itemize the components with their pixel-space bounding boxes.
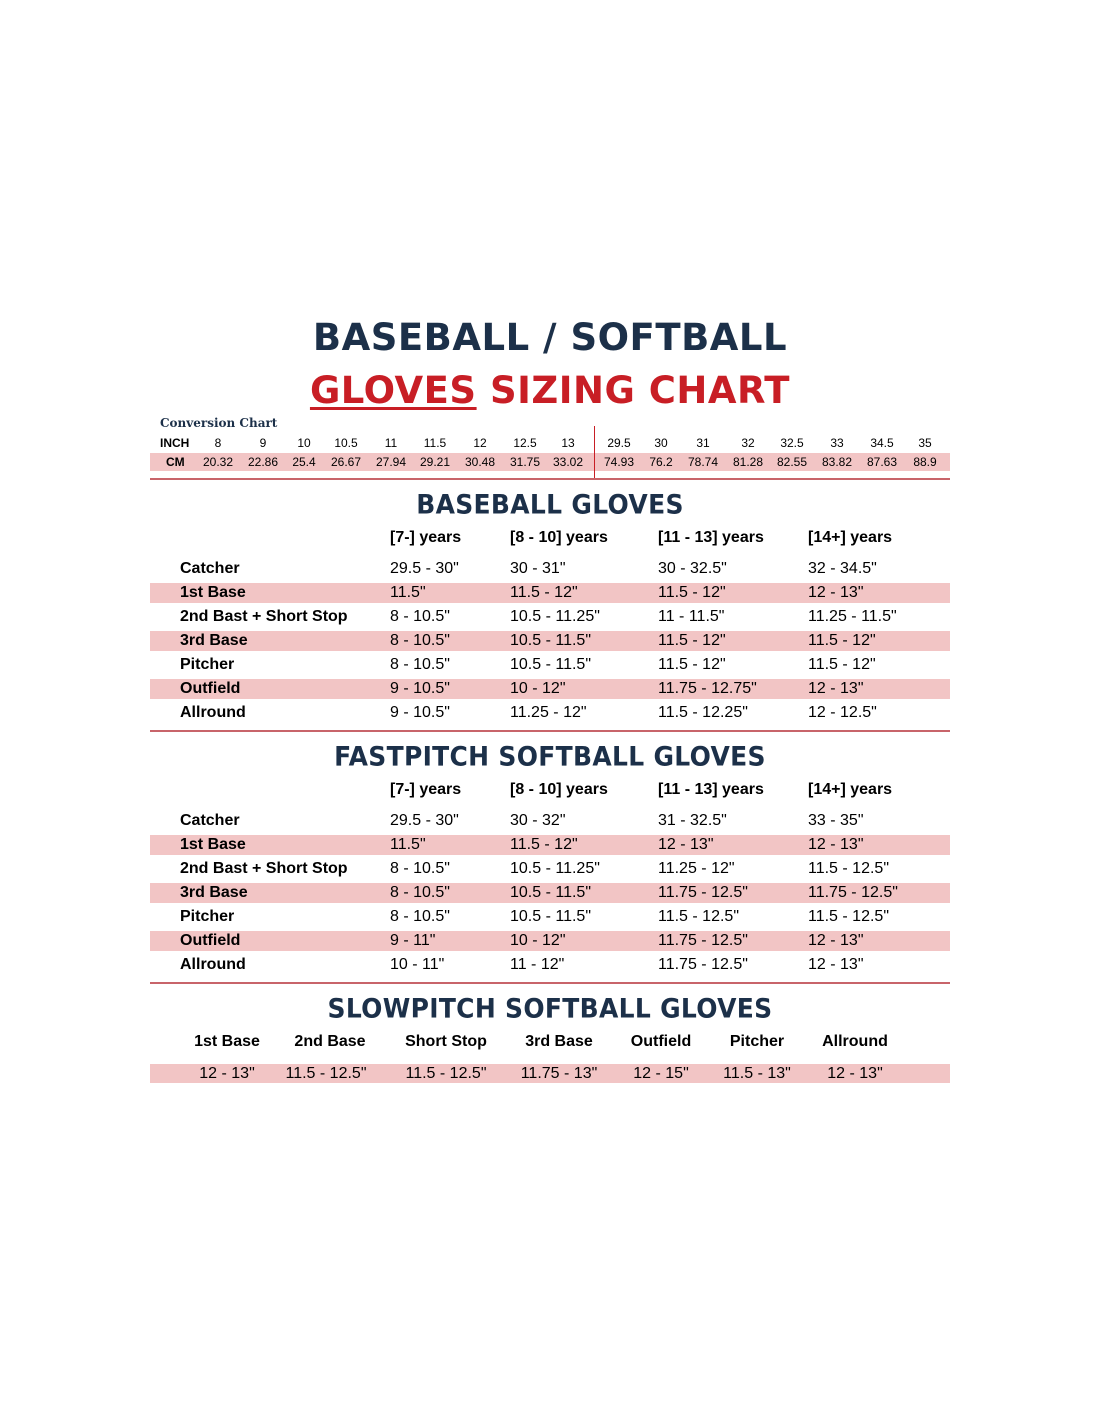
table-row	[150, 859, 950, 879]
age-header: [7-] years	[390, 529, 462, 546]
size-value: 8 - 10.5"	[390, 632, 450, 649]
section-divider-1	[150, 478, 950, 480]
fastpitch-section-title: FASTPITCH SOFTBALL GLOVES	[334, 741, 766, 772]
inch-label: INCH	[160, 436, 190, 450]
position-label: Pitcher	[180, 656, 235, 673]
size-value: 12 - 13"	[808, 956, 864, 973]
slowpitch-position-header: Pitcher	[729, 1033, 785, 1050]
table-row	[150, 703, 950, 723]
size-value: 11.75 - 12.5"	[658, 932, 748, 949]
size-value: 11.25 - 12"	[510, 704, 587, 721]
slowpitch-size-value: 11.5 - 13"	[723, 1065, 791, 1082]
cm-value: 26.67	[330, 455, 362, 469]
table-row	[150, 583, 950, 603]
slowpitch-position-header: Outfield	[630, 1033, 692, 1050]
size-value: 11.5 - 12"	[510, 836, 578, 853]
cm-value: 76.2	[649, 455, 673, 469]
inch-value: 12.5	[513, 436, 537, 450]
cm-value: 78.74	[687, 455, 719, 469]
slowpitch-size-value: 12 - 13"	[827, 1065, 883, 1082]
inch-value: 35	[918, 436, 932, 450]
cm-value: 31.75	[509, 455, 541, 469]
baseball-age-headers	[0, 529, 1100, 551]
baseball-section-title: BASEBALL GLOVES	[416, 489, 684, 520]
size-value: 8 - 10.5"	[390, 860, 450, 877]
inch-value: 11.5	[423, 436, 447, 450]
inch-value: 29.5	[607, 436, 631, 450]
slowpitch-size-value: 12 - 15"	[633, 1065, 689, 1082]
size-value: 11.75 - 12.5"	[658, 884, 748, 901]
table-row	[150, 607, 950, 627]
size-value: 11.25 - 12"	[658, 860, 735, 877]
size-value: 11.5 - 12"	[658, 656, 726, 673]
size-value: 11.75 - 12.5"	[658, 956, 748, 973]
size-value: 10.5 - 11.5"	[510, 884, 591, 901]
slowpitch-position-header: 1st Base	[194, 1033, 260, 1050]
cm-value: 22.86	[247, 455, 279, 469]
slowpitch-headers	[0, 1033, 1100, 1055]
table-row	[150, 631, 950, 651]
slowpitch-size-value: 11.5 - 12.5"	[405, 1065, 487, 1082]
size-value: 12 - 13"	[808, 584, 864, 601]
size-value: 11.5 - 12"	[510, 584, 578, 601]
table-row	[150, 955, 950, 975]
page-title-line1: BASEBALL / SOFTBALL	[312, 316, 788, 359]
position-label: Allround	[180, 704, 246, 721]
cm-value: 25.4	[292, 455, 316, 469]
size-value: 8 - 10.5"	[390, 656, 450, 673]
size-value: 11.25 - 11.5"	[808, 608, 897, 625]
title-rest: SIZING CHART	[489, 369, 791, 412]
size-value: 11.5 - 12.5"	[808, 860, 889, 877]
position-label: 1st Base	[180, 584, 246, 601]
size-value: 29.5 - 30"	[390, 812, 459, 829]
slowpitch-position-header: 2nd Base	[294, 1033, 366, 1050]
cm-value: 30.48	[464, 455, 496, 469]
inch-value: 8	[214, 436, 222, 450]
position-label: Pitcher	[180, 908, 235, 925]
cm-value: 74.93	[603, 455, 635, 469]
cm-label: CM	[166, 455, 185, 469]
size-value: 11.5 - 12"	[658, 584, 726, 601]
table-row	[150, 931, 950, 951]
slowpitch-size-value: 11.75 - 13"	[520, 1065, 598, 1082]
cm-value: 27.94	[375, 455, 407, 469]
size-value: 11.75 - 12.75"	[658, 680, 757, 697]
inch-value: 34.5	[870, 436, 894, 450]
size-value: 11.5"	[390, 584, 426, 601]
inch-value: 32	[741, 436, 755, 450]
age-header: [14+] years	[808, 529, 893, 546]
cm-value: 82.55	[776, 455, 808, 469]
cm-value: 20.32	[202, 455, 234, 469]
size-value: 9 - 10.5"	[390, 704, 450, 721]
position-label: Catcher	[180, 812, 240, 829]
size-value: 11.5 - 12.5"	[658, 908, 739, 925]
slowpitch-values-row	[150, 1064, 950, 1083]
size-value: 30 - 32"	[510, 812, 566, 829]
size-value: 8 - 10.5"	[390, 908, 450, 925]
size-value: 10.5 - 11.25"	[510, 860, 600, 877]
size-value: 11.75 - 12.5"	[808, 884, 898, 901]
conversion-inch-row	[150, 434, 950, 452]
size-value: 8 - 10.5"	[390, 608, 450, 625]
age-header: [7-] years	[390, 781, 462, 798]
inch-value: 32.5	[780, 436, 804, 450]
cm-value: 33.02	[552, 455, 584, 469]
title-highlight: GLOVES	[309, 369, 477, 412]
size-value: 12 - 13"	[808, 836, 864, 853]
size-value: 10.5 - 11.5"	[510, 656, 591, 673]
size-value: 11.5 - 12"	[658, 632, 726, 649]
inch-value: 11	[384, 436, 398, 450]
size-value: 11.5 - 12.5"	[808, 908, 889, 925]
inch-value: 12	[473, 436, 487, 450]
table-row	[150, 883, 950, 903]
size-value: 12 - 13"	[808, 932, 864, 949]
conversion-divider	[594, 426, 595, 478]
cm-value: 87.63	[866, 455, 898, 469]
slowpitch-size-value: 11.5 - 12.5"	[285, 1065, 367, 1082]
slowpitch-position-header: Short Stop	[405, 1033, 487, 1050]
size-value: 9 - 11"	[390, 932, 436, 949]
position-label: 1st Base	[180, 836, 246, 853]
position-label: 3rd Base	[180, 632, 248, 649]
conversion-cm-row	[150, 453, 950, 471]
size-value: 29.5 - 30"	[390, 560, 459, 577]
size-value: 32 - 34.5"	[808, 560, 877, 577]
size-value: 11.5 - 12.25"	[658, 704, 748, 721]
size-value: 9 - 10.5"	[390, 680, 450, 697]
size-value: 30 - 32.5"	[658, 560, 727, 577]
age-header: [8 - 10] years	[510, 529, 608, 546]
age-header: [11 - 13] years	[658, 529, 764, 546]
size-value: 11 - 12"	[510, 956, 565, 973]
inch-value: 30	[654, 436, 668, 450]
size-value: 11.5"	[390, 836, 426, 853]
table-row	[150, 811, 950, 831]
table-row	[150, 679, 950, 699]
cm-value: 88.9	[913, 455, 937, 469]
conversion-chart-title: Conversion Chart	[160, 416, 278, 430]
section-divider-2	[150, 730, 950, 732]
cm-value: 81.28	[732, 455, 764, 469]
size-value: 12 - 12.5"	[808, 704, 877, 721]
slowpitch-position-header: Allround	[822, 1033, 888, 1050]
table-row	[150, 655, 950, 675]
size-value: 30 - 31"	[510, 560, 566, 577]
position-label: 3rd Base	[180, 884, 248, 901]
position-label: 2nd Bast + Short Stop	[180, 860, 348, 877]
size-value: 10 - 11"	[390, 956, 445, 973]
position-label: Catcher	[180, 560, 240, 577]
inch-value: 31	[696, 436, 710, 450]
age-header: [14+] years	[808, 781, 893, 798]
cm-value: 29.21	[419, 455, 451, 469]
size-value: 12 - 13"	[658, 836, 714, 853]
table-row	[150, 559, 950, 579]
cm-value: 83.82	[821, 455, 853, 469]
inch-value: 10	[297, 436, 311, 450]
page-title-line2	[0, 369, 1100, 412]
slowpitch-position-header: 3rd Base	[525, 1033, 593, 1050]
position-label: Allround	[180, 956, 246, 973]
age-header: [8 - 10] years	[510, 781, 608, 798]
size-value: 10.5 - 11.5"	[510, 908, 591, 925]
size-value: 8 - 10.5"	[390, 884, 450, 901]
size-value: 11.5 - 12"	[808, 632, 876, 649]
size-value: 12 - 13"	[808, 680, 864, 697]
size-value: 11 - 11.5"	[658, 608, 725, 625]
section-divider-3	[150, 982, 950, 984]
slowpitch-section-title: SLOWPITCH SOFTBALL GLOVES	[327, 993, 773, 1024]
table-row	[150, 907, 950, 927]
age-header: [11 - 13] years	[658, 781, 764, 798]
size-value: 10.5 - 11.25"	[510, 608, 600, 625]
size-value: 10.5 - 11.5"	[510, 632, 591, 649]
slowpitch-size-value: 12 - 13"	[199, 1065, 255, 1082]
size-value: 10 - 12"	[510, 932, 566, 949]
size-value: 10 - 12"	[510, 680, 566, 697]
position-label: Outfield	[180, 932, 241, 949]
inch-value: 9	[259, 436, 267, 450]
size-value: 31 - 32.5"	[658, 812, 727, 829]
size-value: 11.5 - 12"	[808, 656, 876, 673]
inch-value: 33	[830, 436, 844, 450]
inch-value: 13	[561, 436, 575, 450]
table-row	[150, 835, 950, 855]
size-value: 33 - 35"	[808, 812, 864, 829]
inch-value: 10.5	[334, 436, 358, 450]
fastpitch-age-headers	[0, 781, 1100, 803]
position-label: 2nd Bast + Short Stop	[180, 608, 348, 625]
position-label: Outfield	[180, 680, 241, 697]
